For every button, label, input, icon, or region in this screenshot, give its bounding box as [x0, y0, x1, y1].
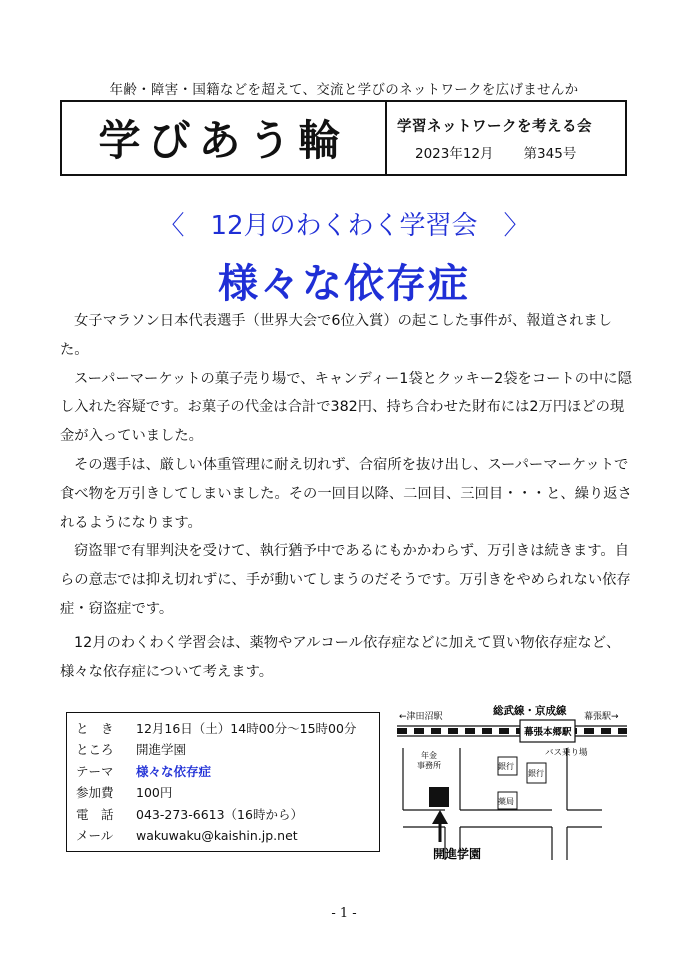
map-pension-office-2: 事務所	[417, 761, 441, 770]
paragraph: 12月のわくわく学習会は、薬物やアルコール依存症などに加えて買い物依存症など、様々な依存症について考えます。	[60, 635, 621, 680]
map-bus-stop: バス乗り場	[545, 748, 588, 758]
info-row-place	[76, 739, 379, 761]
info-row-theme	[76, 760, 379, 782]
map-line-name: 総武線・京成線	[493, 705, 567, 717]
issue-line	[397, 142, 625, 162]
paragraph: 女子マラソン日本代表選手（世界大会で6位入賞）の起こした事件が、報道されました。	[60, 313, 613, 358]
destination-building	[429, 787, 449, 807]
map-bank-1: 銀行	[498, 762, 514, 771]
event-info-box	[66, 712, 380, 852]
main-title: 様々な依存症	[218, 261, 470, 307]
tagline: 年齢・障害・国籍などを超えて、交流と学びのネットワークを広げませんか	[109, 82, 579, 98]
map-pension-office: 年金	[421, 751, 437, 760]
info-label: ところ	[76, 742, 114, 758]
info-row-phone	[76, 803, 379, 825]
info-value: 12月16日（土）14時00分～15時00分	[136, 720, 357, 736]
article-body	[60, 307, 632, 624]
map-bank-2: 銀行	[528, 769, 544, 778]
masthead-title: 学びあう輪	[62, 102, 387, 174]
paragraph: スーパーマーケットの菓子売り場で、キャンディー1袋とクッキー2袋をコートの中に隠し入れた容疑です。お菓子の代金は合計で382円、持ち合わせた財布には2万円ほどの現金が入っていました。	[60, 370, 632, 445]
info-value: 100円	[136, 785, 173, 801]
map-main-station: 幕張本郷駅	[524, 727, 572, 738]
event-summary	[60, 629, 632, 687]
info-value-email: wakuwaku@kaishin.jp.net	[136, 827, 298, 843]
info-label: 参加費	[76, 785, 114, 801]
info-value: 043-273-6613（16時から）	[136, 806, 303, 822]
info-value-theme: 様々な依存症	[136, 763, 212, 779]
info-label: テーマ	[76, 763, 114, 779]
info-label: 電 話	[76, 806, 114, 822]
masthead	[60, 100, 627, 176]
event-heading: 〈 12月のわくわく学習会 〉	[158, 211, 530, 241]
info-label: メール	[76, 828, 114, 844]
map-pharmacy: 薬局	[498, 797, 514, 806]
map-left-station: ←津田沼駅	[399, 712, 443, 722]
info-label: と き	[76, 720, 114, 736]
issue-number: 第345号	[523, 145, 577, 162]
info-value: 開進学園	[136, 742, 187, 758]
paragraph: その選手は、厳しい体重管理に耐え切れず、合宿所を抜け出し、スーパーマーケットで食べ物を万引きしてしまいました。その一回目以降、二回目、三回目・・・と、繰り返されるようになります。	[60, 456, 632, 531]
railway-track	[397, 726, 627, 736]
info-row-fee	[76, 782, 379, 804]
access-map	[397, 700, 627, 865]
organization-name: 学習ネットワークを考える会	[397, 118, 592, 135]
paragraph: 窃盗罪で有罪判決を受けて、執行猶予中であるにもかかわらず、万引きは続きます。自らの意志では抑え切れずに、手が動いてしまうのだそうです。万引きをやめられない依存症・窃盗症です。	[60, 543, 631, 617]
info-row-email	[76, 825, 379, 847]
destination-arrow-icon	[432, 810, 448, 842]
page-number: - 1 -	[331, 906, 357, 921]
access-map-svg	[397, 700, 627, 865]
map-right-station: 幕張駅→	[584, 712, 619, 722]
masthead-info	[387, 102, 625, 174]
info-row-time	[76, 717, 379, 739]
issue-date: 2023年12月	[415, 145, 494, 162]
map-destination: 開進学園	[433, 847, 482, 861]
